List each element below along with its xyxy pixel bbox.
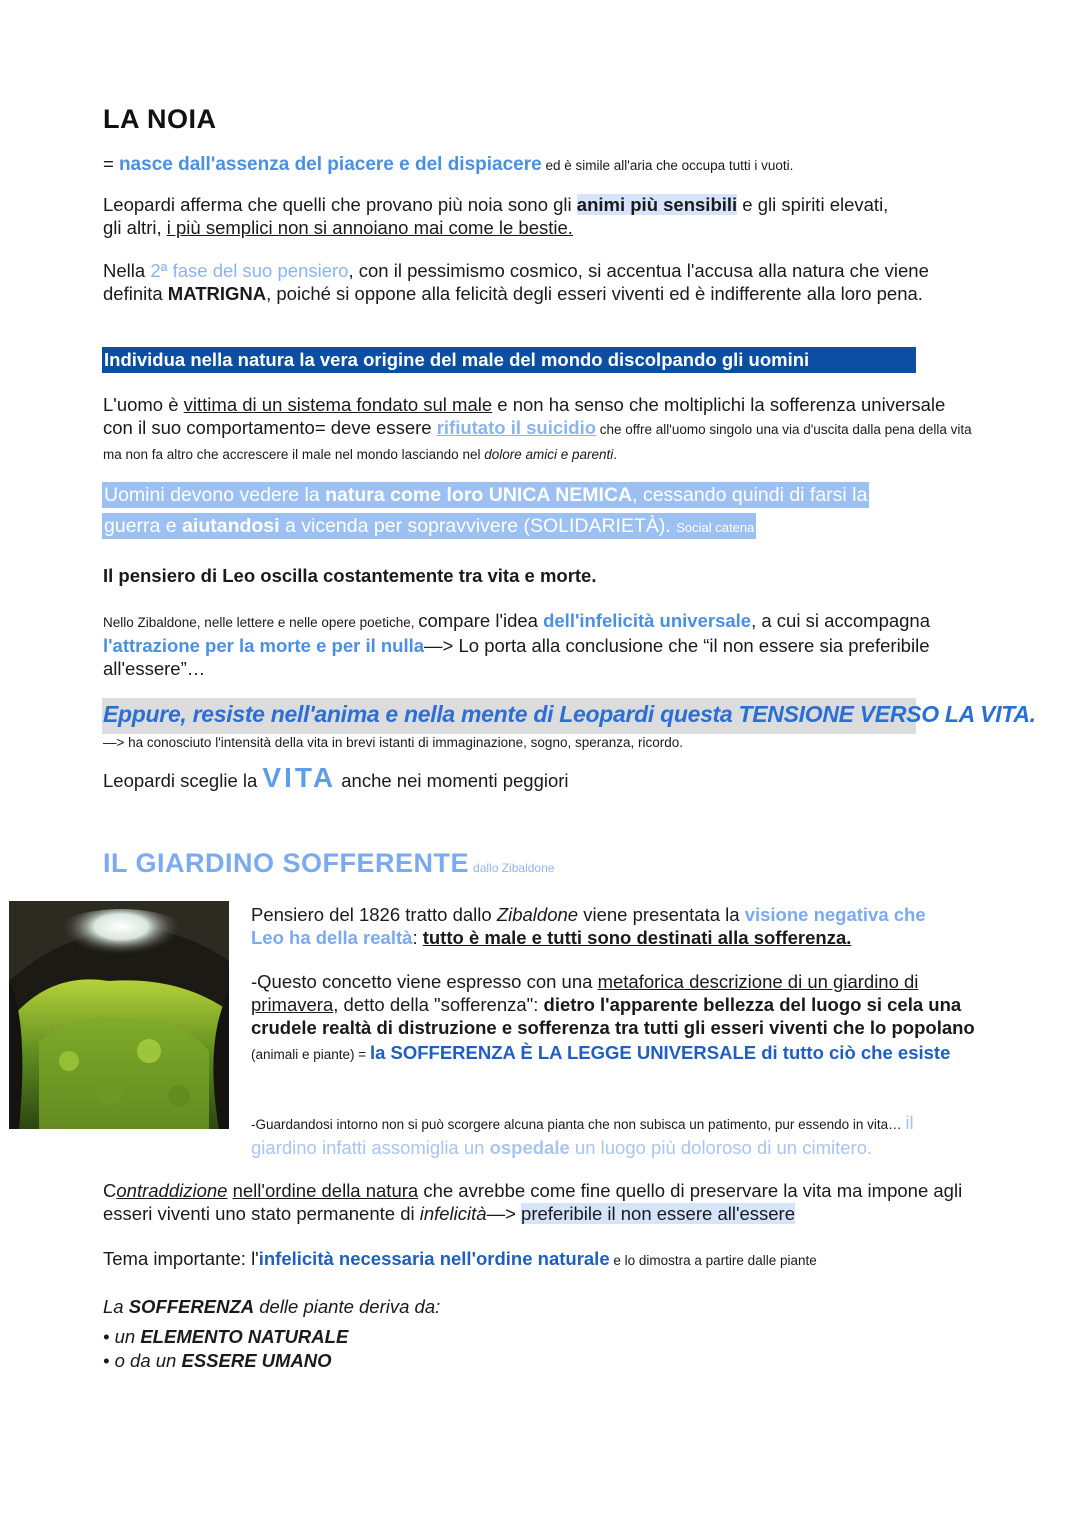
noia-definition (103, 152, 973, 177)
text: delle piante deriva da: (254, 1296, 441, 1317)
text: , poiché si oppone alla felicità degli esseri viventi ed è indifferente alla loro pena. (266, 283, 923, 304)
cave-image (9, 901, 229, 1129)
text: anche nei momenti peggiori (336, 770, 569, 791)
giardino-subtitle: dallo Zibaldone (473, 861, 555, 875)
elemento-naturale: ELEMENTO NATURALE (140, 1326, 349, 1347)
text: Leopardi afferma che quelli che provano più noia sono gli (103, 194, 577, 215)
zibaldone: Zibaldone (496, 904, 579, 925)
text: • o da un (103, 1350, 182, 1371)
paragraph-infelicita (103, 609, 963, 680)
text: L'uomo è (103, 394, 184, 415)
text: e lo dimostra a partire dalle piante (609, 1253, 817, 1268)
ordine-natura: nell'ordine della natura (232, 1180, 419, 1201)
matrigna: MATRIGNA (167, 283, 267, 304)
rifiutato-suicidio: rifiutato il suicidio (436, 417, 597, 438)
bullet-elemento-naturale (103, 1325, 973, 1348)
text: -Questo concetto viene espresso con una (251, 971, 598, 992)
contraddizione: ontraddizione (116, 1180, 228, 1201)
animali-piante: (animali e piante) = (251, 1047, 370, 1062)
social-catena: Social catena (676, 520, 755, 535)
solidarieta-block (102, 480, 949, 543)
bullet-essere-umano (103, 1349, 973, 1372)
underlined-vittima: vittima di un sistema fondato sul male (183, 394, 493, 415)
suicidio-small: che offre all'uomo singolo una via d'uscita dalla pena della vita ma non fa altro che accrescere il male nel mondo lasciando nel (103, 422, 972, 462)
non-essere-highlight: preferibile il non essere all'essere (521, 1203, 796, 1224)
text: Uomini devono vedere la (104, 484, 326, 506)
text: Nella (103, 260, 151, 281)
infelicita-universale: dell'infelicità universale (543, 610, 752, 631)
text: a vicenda per sopravvivere (SOLIDARIETÀ). (279, 515, 677, 537)
aiutandosi: aiutandosi (182, 515, 280, 537)
paragraph-vita (103, 762, 973, 793)
giardino-intro (251, 903, 961, 949)
text: Leopardi sceglie la (103, 770, 263, 791)
text: -Guardandosi intorno non si può scorgere alcuna pianta che non subisca un patimento, pur essendo in vita… (251, 1117, 906, 1132)
text: il giardino infatti assomiglia un (251, 1112, 914, 1158)
section-title-giardino (103, 848, 554, 879)
paragraph-animi (103, 193, 973, 239)
crudele-realta: dietro l'apparente bellezza del luogo si cela una crudele realtà di distruzione e sofferenza tra tutti gli esseri viventi che lo popolano (251, 994, 975, 1038)
text: gli altri, (103, 217, 167, 238)
giardino-ospedale (251, 1111, 976, 1159)
infelicita-necessaria: infelicità necessaria nell'ordine naturale (258, 1248, 610, 1269)
ospedale: ospedale (489, 1137, 570, 1158)
giardino-title: IL GIARDINO SOFFERENTE (103, 848, 470, 878)
text: C (103, 1180, 117, 1201)
paragraph-oscilla: Il pensiero di Leo oscilla costantemente tra vita e morte. (103, 565, 597, 586)
text: —> (486, 1203, 522, 1224)
sofferenza: SOFFERENZA (128, 1296, 255, 1317)
legge-universale: la SOFFERENZA È LA LEGGE UNIVERSALE di tutto ciò che esiste (369, 1042, 951, 1063)
text: guerra e (104, 515, 183, 537)
dolore-amici: dolore amici e parenti (484, 447, 614, 462)
paragraph-matrigna (103, 259, 963, 305)
unica-nemica: natura come loro UNICA NEMICA (325, 484, 633, 506)
eppure-note: —> ha conosciuto l'intensità della vita in brevi istanti di immaginazione, sogno, speranza, ricordo. (103, 735, 684, 750)
text: , a cui si accompagna (751, 610, 931, 631)
solidarieta-line-1 (102, 482, 869, 508)
visione-negativa: visione negativa che Leo ha della realtà (251, 904, 926, 948)
text: • un (103, 1326, 141, 1347)
noia-definition-bold: nasce dall'assenza del piacere e del dispiacere (118, 154, 542, 175)
text: un luogo più doloroso di un cimitero. (569, 1137, 873, 1158)
text: . (613, 447, 618, 462)
metaforica-descrizione: metaforica descrizione di un giardino di primavera (251, 971, 919, 1015)
eppure-text: Eppure, resiste nell'anima e nella mente di Leopardi questa TENSIONE VERSO LA VITA. (103, 701, 1036, 727)
tutto-male: tutto è male e tutti sono destinati alla sofferenza. (422, 927, 852, 948)
attrazione-morte: l'attrazione per la morte e per il nulla (103, 635, 425, 656)
text: viene presentata la (578, 904, 745, 925)
vita-word: VITA (262, 762, 337, 793)
text: e gli spiriti elevati, (737, 194, 889, 215)
paragraph-suicidio (103, 393, 973, 466)
giardino-metafora (251, 970, 981, 1066)
paragraph-tema (103, 1247, 973, 1272)
text: —> Lo porta alla conclusione che “il non essere sia preferibile all'essere”… (103, 635, 930, 679)
text: compare l'idea (418, 610, 544, 631)
highlight-animi: animi più sensibili (576, 194, 738, 215)
noia-definition-small: ed è simile all'aria che occupa tutti i vuoti. (541, 158, 794, 173)
underlined-semplici: i più semplici non si annoiano mai come le bestie. (166, 217, 573, 238)
text: Tema importante: l' (103, 1248, 259, 1269)
text: Pensiero del 1826 tratto dallo (251, 904, 497, 925)
infelicita: infelicità (419, 1203, 487, 1224)
paragraph-sofferenza (103, 1295, 973, 1318)
essere-umano: ESSERE UMANO (181, 1350, 332, 1371)
text: , con il pessimismo cosmico, si accentua l'accusa alla natura che viene definita (103, 260, 929, 304)
banner-natura: Individua nella natura la vera origine del male del mondo discolpando gli uomini (102, 347, 916, 373)
text: e non ha senso che moltiplichi la sofferenza universale con il suo comportamento= deve essere (103, 394, 946, 438)
text: , detto della "sofferenza": (333, 994, 544, 1015)
fase-pensiero: 2ª fase del suo pensiero (150, 260, 349, 281)
text: : (412, 927, 423, 948)
text: che avrebbe come fine quello di preservare la vita ma impone agli esseri viventi uno stato permanente di (103, 1180, 963, 1224)
text: , cessando quindi di farsi la (632, 484, 868, 506)
eq-sign: = (103, 153, 119, 174)
page-title: LA NOIA (103, 104, 217, 134)
text: La (103, 1296, 129, 1317)
solidarieta-line-2 (102, 513, 756, 539)
cave-illustration (9, 901, 229, 1129)
paragraph-contraddizione (103, 1179, 963, 1225)
text: Nello Zibaldone, nelle lettere e nelle opere poetiche, (103, 615, 419, 630)
